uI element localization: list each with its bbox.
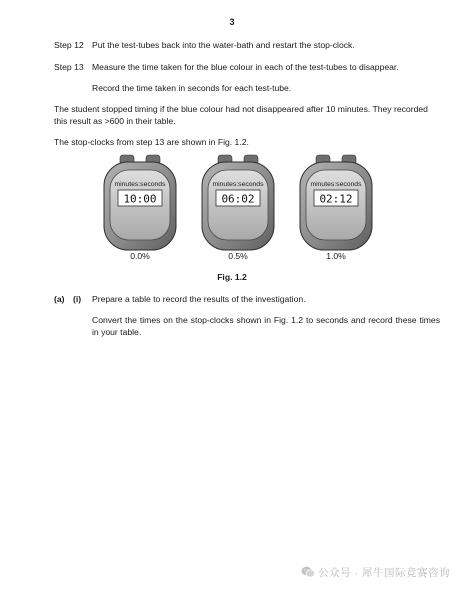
wechat-icon [301, 566, 315, 581]
stopclock-1 [104, 155, 176, 250]
figure-reference-paragraph: The stop-clocks from step 13 are shown in Fig. 1.2. [54, 137, 249, 147]
figure-label: Fig. 1.2 [217, 272, 247, 282]
stopclock-2-caption: 0.5% [228, 251, 248, 261]
step-12-label: Step 12 [54, 40, 84, 50]
stopclock-1-screen-label: minutes:seconds [114, 181, 166, 188]
stopclock-1-display: 10:00 [123, 192, 157, 206]
question-text-1: Prepare a table to record the results of the investigation. [92, 294, 306, 304]
stopclock-3-screen-label: minutes:seconds [310, 181, 362, 188]
stopclock-3-caption: 1.0% [326, 251, 346, 261]
stopclock-2 [202, 155, 274, 250]
stopclock-3-display: 02:12 [319, 192, 353, 206]
stopclock-3 [300, 155, 372, 250]
stopclock-2-screen-label: minutes:seconds [212, 181, 264, 188]
record-instruction: Record the time taken in seconds for each test-tube. [92, 83, 292, 93]
timing-paragraph: The student stopped timing if the blue colour had not disappeared after 10 minutes. They recorded this result as >600 in their table. [54, 104, 428, 126]
watermark-text: 公众号 · 犀牛国际竞赛咨询 [318, 567, 450, 579]
step-13-label: Step 13 [54, 62, 84, 72]
page-number: 3 [229, 17, 235, 27]
question-text-2: Convert the times on the stop-clocks shown in Fig. 1.2 to seconds and record these times in your table. [92, 315, 440, 337]
stopclock-1-caption: 0.0% [130, 251, 150, 261]
stopclock-2-display: 06:02 [221, 192, 255, 206]
question-subpart: (i) [73, 294, 82, 304]
step-13-text: Measure the time taken for the blue colour in each of the test-tubes to disappear. [92, 62, 399, 72]
watermark [301, 565, 450, 581]
step-12-text: Put the test-tubes back into the water-bath and restart the stop-clock. [92, 40, 355, 50]
question-part: (a) [54, 294, 65, 304]
